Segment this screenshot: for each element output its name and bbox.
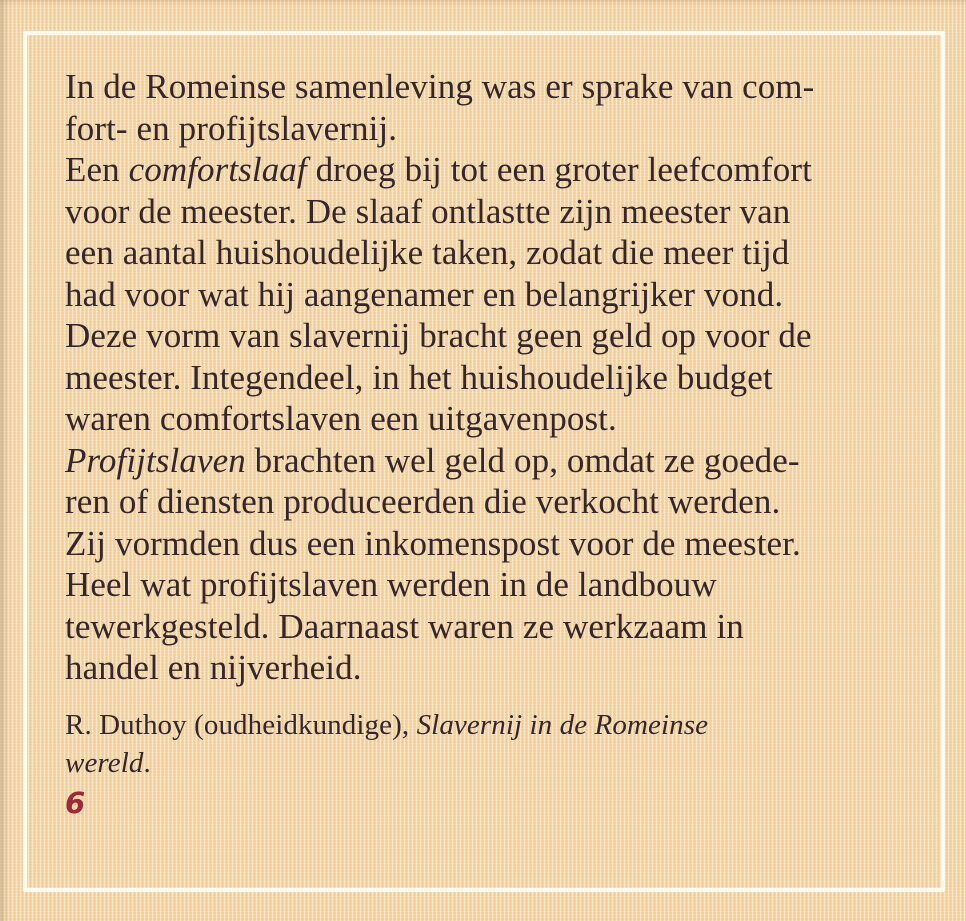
text-line: [65, 481, 936, 523]
text-line: [65, 744, 936, 782]
text-segment: waren comfortslaven een uitgavenpost.: [65, 399, 617, 438]
text-line: [65, 232, 936, 274]
text-segment: Zij vormden dus een inkomenspost voor de meester.: [65, 523, 801, 563]
text-segment: comfortslaaf: [128, 150, 307, 189]
main-text-block: [65, 66, 936, 689]
text-segment: handel en nijverheid.: [65, 648, 362, 687]
text-segment: meester. Integendeel, in het huishoudelijke budget: [65, 357, 773, 397]
text-line: [65, 108, 936, 150]
text-segment: Slavernij in de Romeinse: [416, 708, 709, 741]
text-line: [65, 274, 936, 316]
body-text: [65, 66, 936, 819]
text-segment: wereld: [65, 746, 144, 779]
text-segment: In de Romeinse samenleving was er sprake van com-: [65, 67, 815, 106]
text-line: [65, 564, 936, 606]
text-segment: Profijtslaven: [65, 440, 246, 480]
text-line: [65, 398, 936, 440]
text-segment: R. Duthoy (oudheidkundige),: [65, 708, 417, 741]
text-segment: droeg bij tot een groter leefcomfort: [306, 150, 812, 189]
text-segment: fort- en profijtslavernij.: [65, 108, 398, 148]
text-line: [65, 357, 936, 399]
text-segment: Deze vorm van slavernij bracht geen geld op voor de: [65, 316, 812, 355]
text-line: [65, 647, 936, 689]
text-line: [65, 523, 936, 565]
text-line: [65, 149, 936, 191]
text-line: [65, 706, 936, 744]
page-number: 6: [65, 785, 86, 820]
text-segment: .: [143, 746, 151, 779]
text-line: [65, 66, 936, 108]
text-segment: Een: [65, 150, 129, 189]
text-segment: ren of diensten produceerden die verkocht werden.: [65, 482, 781, 521]
text-line: [65, 315, 936, 357]
text-line: [65, 191, 936, 233]
text-segment: had voor wat hij aangenamer en belangrijker vond.: [65, 274, 784, 314]
text-line: [65, 606, 936, 648]
text-segment: Heel wat profijtslaven werden in de landbouw: [65, 565, 717, 604]
text-segment: een aantal huishoudelijke taken, zodat die meer tijd: [65, 233, 790, 272]
text-segment: tewerkgesteld. Daarnaast waren ze werkzaam in: [65, 606, 744, 646]
text-segment: voor de meester. De slaaf ontlastte zijn meester van: [65, 191, 791, 231]
text-segment: brachten wel geld op, omdat ze goede-: [245, 440, 800, 480]
source-attribution: [65, 706, 936, 782]
text-line: [65, 440, 936, 482]
